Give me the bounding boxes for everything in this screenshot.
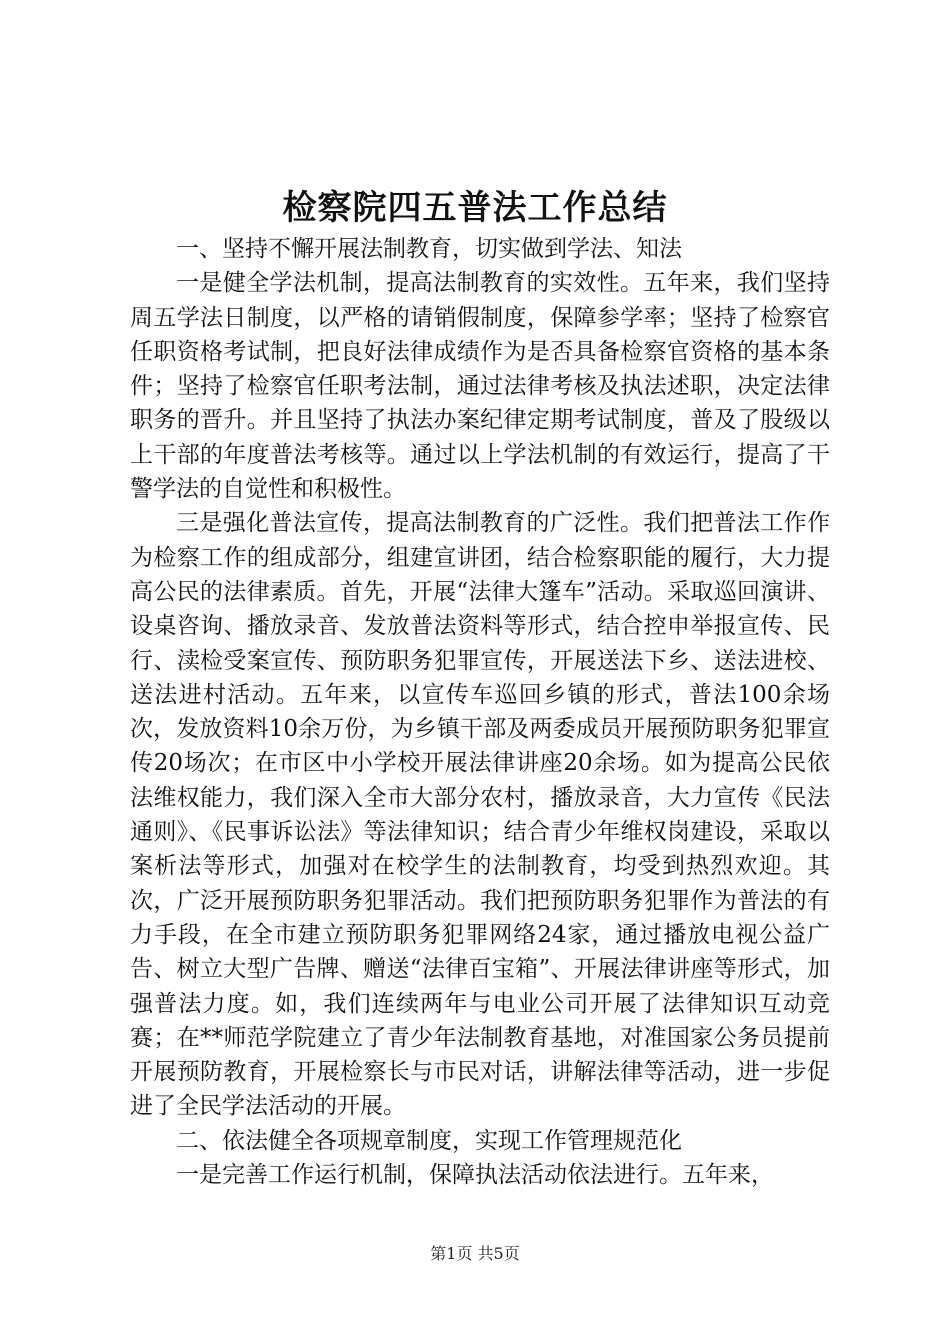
- document-title: 检察院四五普法工作总结: [282, 188, 668, 228]
- section-heading-1: 一、坚持不懈开展法制教育，切实做到学法、知法: [176, 236, 682, 262]
- body-paragraph: 一是完善工作运行机制，保障执法活动依法进行。五年来，: [176, 1162, 774, 1189]
- section-heading-2: 二、依法健全各项规章制度，实现工作管理规范化: [176, 1127, 682, 1154]
- document-body: [130, 232, 830, 1192]
- body-paragraph: 三是强化普法宣传，提高法制教育的广泛性。我们把普法工作作为检察工作的组成部分，组建宣讲团，结合检察职能的履行，大力提高公民的法律素质。首先，开展“法律大篷车”活动。采取巡回演讲、设桌咨询、播放录音、发放普法资料等形式，结合控申举报宣传、民行、渎检受案宣传、预防职务犯罪宣传，开展送法下乡、送法进校、送法进村活动。五年来，以宣传车巡回乡镇的形式，普法100余场次，发放资料10余万份，为乡镇干部及两委成员开展预防职务犯罪宣传20场次；在市区中小学校开展法律讲座20余场。如为提高公民依法维权能力，我们深入全市大部分农村，播放录音，大力宣传《民法通则》、《民事诉讼法》等法律知识；结合青少年维权岗建设，采取以案析法等形式，加强对在校学生的法制教育，均受到热烈欢迎。其次，广泛开展预防职务犯罪活动。我们把预防职务犯罪作为普法的有力手段，在全市建立预防职务犯罪网络24家，通过播放电视公益广告、树立大型广告牌、赠送“法律百宝箱”、开展法律讲座等形式，加强普法力度。如，我们连续两年与电业公司开展了法律知识互动竞赛；在**师范学院建立了青少年法制教育基地，对准国家公务员提前开展预防教育，开展检察长与市民对话，讲解法律等活动，进一步促进了全民学法活动的开展。: [130, 510, 830, 1120]
- page-footer: 第1页 共5页: [430, 1244, 520, 1263]
- body-paragraph: 一是健全学法机制，提高法制教育的实效性。五年来，我们坚持周五学法日制度，以严格的请销假制度，保障参学率；坚持了检察官任职资格考试制，把良好法律成绩作为是否具备检察官资格的基本条件；坚持了检察官任职考法制，通过法律考核及执法述职，决定法律职务的晋升。并且坚持了执法办案纪律定期考试制度，普及了股级以上干部的年度普法考核等。通过以上学法机制的有效运行，提高了干警学法的自觉性和积极性。: [130, 270, 830, 503]
